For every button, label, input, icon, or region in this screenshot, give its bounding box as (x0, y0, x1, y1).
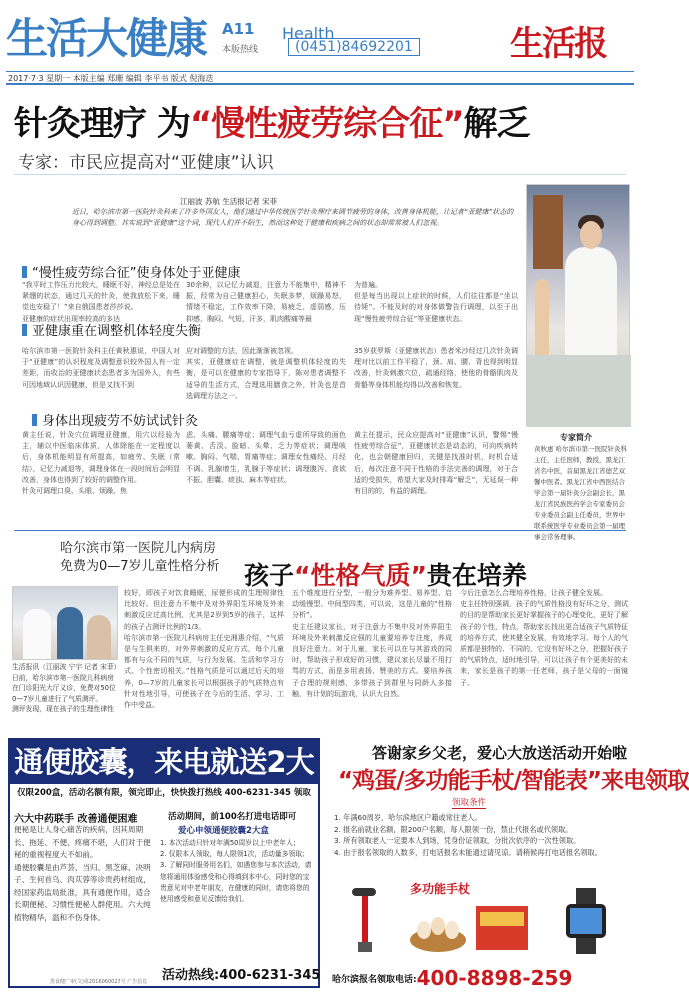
section-english-title: Health (282, 24, 335, 43)
divider (14, 530, 626, 531)
ad-body: 便秘是让人身心痛苦的疾病，因其周期长、拖延、不便、疼痛不堪，人们对于便秘的重视程度大不如前。 通便胶囊是由芦荟、当归、黑芝麻、决明子、生何首乌、肉苁蓉等诊贵药材组成，经国家药监局批准，具有通便作用，适合长期便秘、习惯性便秘人群使用。六大纯植物精华，温和不伤身体。 (14, 825, 151, 922)
expert-bio: 黄秋惠 哈尔滨市第一医院针灸科主任，主任医师，教授，黑龙江省名中医，首届黑龙江省德艺双馨中医者。黑龙江省中西医结合学会第一届针灸分会副会长，黑龙江省民族医药学会专家委员会专业委员会副主任委员，世界中联系统医学专业委员会第一届理事会常务理事。 (534, 445, 628, 541)
giveaway-title: 答谢家乡父老，爱心大放送活动开始啦 (372, 744, 628, 762)
section-3-col-1: 黄主任说，针灸穴位调理亚健康，用穴以经验为主，辅以中医临床体质，人体除能在一定程度以后，身体机能明显有所提高，如疲劳、失眠（常结）、记忆力减退等，调理身体在一段时间后会明显改善，身体也得到了较好的调整作用。 针灸可调理口臭、头眼、烦躁、焦 (22, 431, 180, 496)
kids-col-2: 五个维度进行分型，一般分为难养型、易养型、启动缓慢型、中间型四类，可以说，这是儿童的“性格分析”。 史主任建议家长，对于注意力不集中及对外界阳生环境及外来刺激反应强的儿童要培养专注度，养成良好注意力。对于儿童，家长可以在与其游戏的同时，帮助孩子形成好的习惯，建议家长尽量不用打骂的方式，而是多用表扬、赞美的方式。要培养孩子合理的规则感，多带孩子到群里与同龄人多接触，有计划的玩游戏，认识大自然。 (292, 589, 452, 698)
paper-logo: 生活报 (510, 24, 606, 64)
hotline-number: (0451)84692201 (288, 38, 420, 56)
section-heading-1: “慢性疲劳综合征”使身体处于亚健康 (22, 262, 240, 281)
dateline: 2017·7·3 星期一 本版主编 郑珊 编辑 李平书 版式 倪海迭 (6, 71, 634, 85)
photo-cabinet (533, 195, 563, 269)
egg-basket-image (408, 900, 468, 954)
photo-person (23, 609, 51, 659)
headline-highlight: “慢性疲劳综合征” (189, 104, 464, 144)
photo-person (57, 607, 83, 659)
section-1-col-3: 为普遍。 但是每当出现以上症状的时候，人们往往都是“坐以待毙”。不能及时的对身体做警告行调理，以至于出现“慢性疲劳综合征”等亚健康状态。 (354, 281, 518, 323)
headline-part-3: 解乏 (463, 104, 530, 144)
photo-doctor-coat (565, 247, 617, 357)
kids-photo-caption: 生活报讯（江丽波 宁宇 记者 宋菲）日前，哈尔滨市第一医院儿科病房在门诊阳光大厅义诊，免费对50位0—7岁儿童进行了气质测评。 测评发现，现在孩子的生理性律性 (12, 663, 118, 713)
hotline-label: 本版热线 (222, 45, 259, 55)
article-intro: 近日，哈尔滨市第一医院针灸科来了许多外国友人，他们通过中华传统医学针灸理疗来调节疲劳的身体，改善身体机能，让记者“亚健康”状态的身心得到调整。其实说到“亚健康”这个词，现代人们并不陌生，然而这种处于健康和疾病之间的状态却常常被人们忽视。 (72, 208, 514, 227)
ad-title: 通便胶囊，来电就送2大盒 (10, 740, 318, 784)
registration-phone-label: 哈尔滨报名领取电话: (332, 975, 417, 985)
photo-doctor-face (580, 221, 602, 249)
section-1-col-2: 30余种，以记忆力减退，注意力不能集中，精神不振，经常为自己健康担心，失眠多梦，烦躁易怒，情绪不稳定，工作效率下降，易疲乏，虚弱感，压抑感，胸闷、气短，汗多，肌肉酸痛等最 (186, 281, 346, 323)
kids-promo-line-2: 免费为0—7岁儿童性格分析 (60, 559, 220, 574)
gift-box-icon (472, 900, 532, 954)
conditions-list: 1. 年满60周岁，哈尔滨地区户籍或常住老人。 2. 报名前就业名额，限200户名额，每人限领一份，禁止代报名或代领取。 3. 所有领取老人一定要本人到场，凭身份证领取，分批次依序的一次性领取。 4. 由于报名领取的人数多，打电话报名未能通过请见谅。请稍候再打电话报名领取。 (334, 813, 602, 857)
smart-watch-icon (556, 888, 616, 954)
ad-event-line-1: 活动期间，前100名打进电话即可 (168, 812, 297, 822)
ad-approval-note: 黑食健广审(文)第2016060027号 广告信息 (50, 979, 148, 985)
section-2-col-3: 35岁获罗斯（亚健康状态）患者米沙经过几次针灸调理对比以前工作平稳了，颈、肩、腰、背也得到明显改善，针灸刺激穴位，疏通经络，使他的骨骼肌肉及骨骼等身体机能均得以改善和恢复。 (354, 347, 518, 389)
registration-phone-number: 400-8898-259 (416, 966, 573, 990)
section-2-col-2: 应对调整的方法，因此渐渐被忽视。 其实，亚健康症在调整，就是调整机体轻度的失衡，是可以在健康的专家指导下，陈对患者调整不适导的生活方式，合理选用膳食之外，针灸也是首选调理方法之一。 (186, 347, 346, 400)
section-3-col-2: 虑、头痛、腰痛等症；调理气血亏虚所导致的面色萎黄、舌淡、脸暗、头晕、乏力等症状；调理咳嗽、胸闷、气喘、胃痛等症；调理女性痛经、月经不调、乳腺增生，乳腺于等症状；调理腹泻、食欲不振、胆囊、痰浊、麻木等症状。 (186, 431, 346, 484)
main-headline (14, 96, 530, 145)
kids-event-photo (12, 586, 118, 660)
kids-headline-part-1: 孩子 (244, 561, 295, 590)
subheadline: 专家：市民应提高对“亚健康”认识 (18, 153, 274, 173)
section-2-col-1: 哈尔滨市第一医院针灸科主任黄秋惠说，中国人对于“亚健康”的认识程度及调整意识较外国人有一定差距，而收治的亚健康状态患者多为国外人，有些可因地域认识因健康，但是又找不到 (22, 347, 180, 389)
ad-offer-bar: 仅限200盒，活动名额有限，领完即止，快快拨打热线 400-6231-345 领取 (17, 788, 311, 798)
page-number: A11 (222, 20, 255, 38)
registration-phone (332, 966, 572, 990)
photo-acupuncture-model (535, 279, 549, 359)
byline: 江丽波 苏航 生活报记者 宋菲 (180, 197, 278, 206)
smart-watch-image (556, 888, 616, 954)
product-label: 多功能手杖 (410, 882, 471, 896)
walking-cane-image (336, 884, 396, 954)
section-1-col-1: “我平时工作压力比较大，睡眠不好，神经总是处在紧绷的状态，通过几天的针灸，使我放松下来，睡觉也安稳了！”来自俄国患者莎莎说。 亚健康的症状出现率较高的多达 (22, 281, 180, 323)
section-3-col-3: 黄主任提示，民众应提高对“亚健康”认识，警惕“慢性疲劳综合征”，亚健康状态是动态的，可向疾病转化，也会朝健康回归，关键是找准时机，时机合适后，每次注意不同于性格的手法完善的调理，对于合适的受损失，希望大家及时排毒“解乏”，无延误一种有目的的，有益的调理。 (354, 431, 518, 496)
ad-rules: 1. 本次活动只针对年满50周岁以上中老年人； 2. 仅限本人领取，每人限领1次，活动量多领取； 3. 了解同时服务用名们，如遇您参与本次活动，请您将通用体验感受和心得填到本中心，同时您的宝贵意见对中老年朋友，在健康的同时，请您将您的使用感受和意见反馈给我们。 (160, 839, 312, 904)
conditions-title: 领取条件 (452, 798, 487, 808)
kids-col-1: 较好，即孩子对饮食睡眠，尿便形成的生理规律性比较好。但注意力不集中及对外界阳生环境及外来刺激反应过高比例，尤其是2岁到5岁的孩子，这样的孩子占测评比例的1/3。 哈尔滨市第一医院儿科病房主任史湘惠介绍，“气质是与生俱来的，对外界刺激的反应方式，每个儿童都有与众不同的气质，与行为发展、生活和学习方式、个性密切相关。”性格气质是可以通过后天的培养，0—7岁的儿童家长可以根据孩子的气质特点有针对性地引导，可使孩子在今后的生活、学习、工作中受益。 (124, 589, 284, 710)
section-title: 生活大健康 (6, 14, 207, 63)
product-box-image (472, 900, 532, 954)
walking-cane-icon (336, 884, 396, 954)
photo-person (87, 615, 111, 659)
kids-headline-part-3: 贵在培养 (426, 561, 527, 590)
ad-phone: 活动热线:400-6231-345 (162, 968, 321, 983)
section-heading-3: 身体出现疲劳不妨试试针灸 (32, 410, 198, 429)
kids-promo-line-1: 哈尔滨市第一医院儿内病房 (60, 541, 217, 556)
eggs-icon (408, 900, 468, 954)
ad-subtitle: 六大中药联手 改善通便困难 (14, 814, 138, 825)
expert-photo (526, 184, 630, 426)
kids-headline (244, 556, 527, 592)
ad-event-line-2: 爱心申领通便胶囊2大盒 (178, 826, 269, 836)
photo-desk (527, 355, 631, 427)
kids-col-3: 今后注意怎么合理培养性格，让孩子健全发展。 史主任特别强调，孩子的气质性格没有好坏之分，测试的目的是帮助家长更好掌握孩子的心理变化，更好了解孩子的个性，特点，帮助家长找出更合适孩子气质特征的培养方式，使其健全发展，有效地学习。每个人的气质都是独特的、不同的，它没有好坏之分，把握好孩子的气质特点，适时地引导，可以让孩子有个更美好的未来，家长是孩子的第一任老师，孩子是父母的一面镜子。 (460, 589, 628, 687)
divider (14, 174, 626, 175)
kids-headline-highlight: “性格气质” (294, 561, 427, 590)
giveaway-headline: “鸡蛋/多功能手杖/智能表”来电领取 (338, 768, 689, 794)
bio-title: 专家简介 (560, 433, 592, 442)
headline-part-1: 针灸理疗 为 (14, 104, 190, 144)
section-heading-2: 亚健康重在调整机体轻度失衡 (22, 320, 201, 339)
